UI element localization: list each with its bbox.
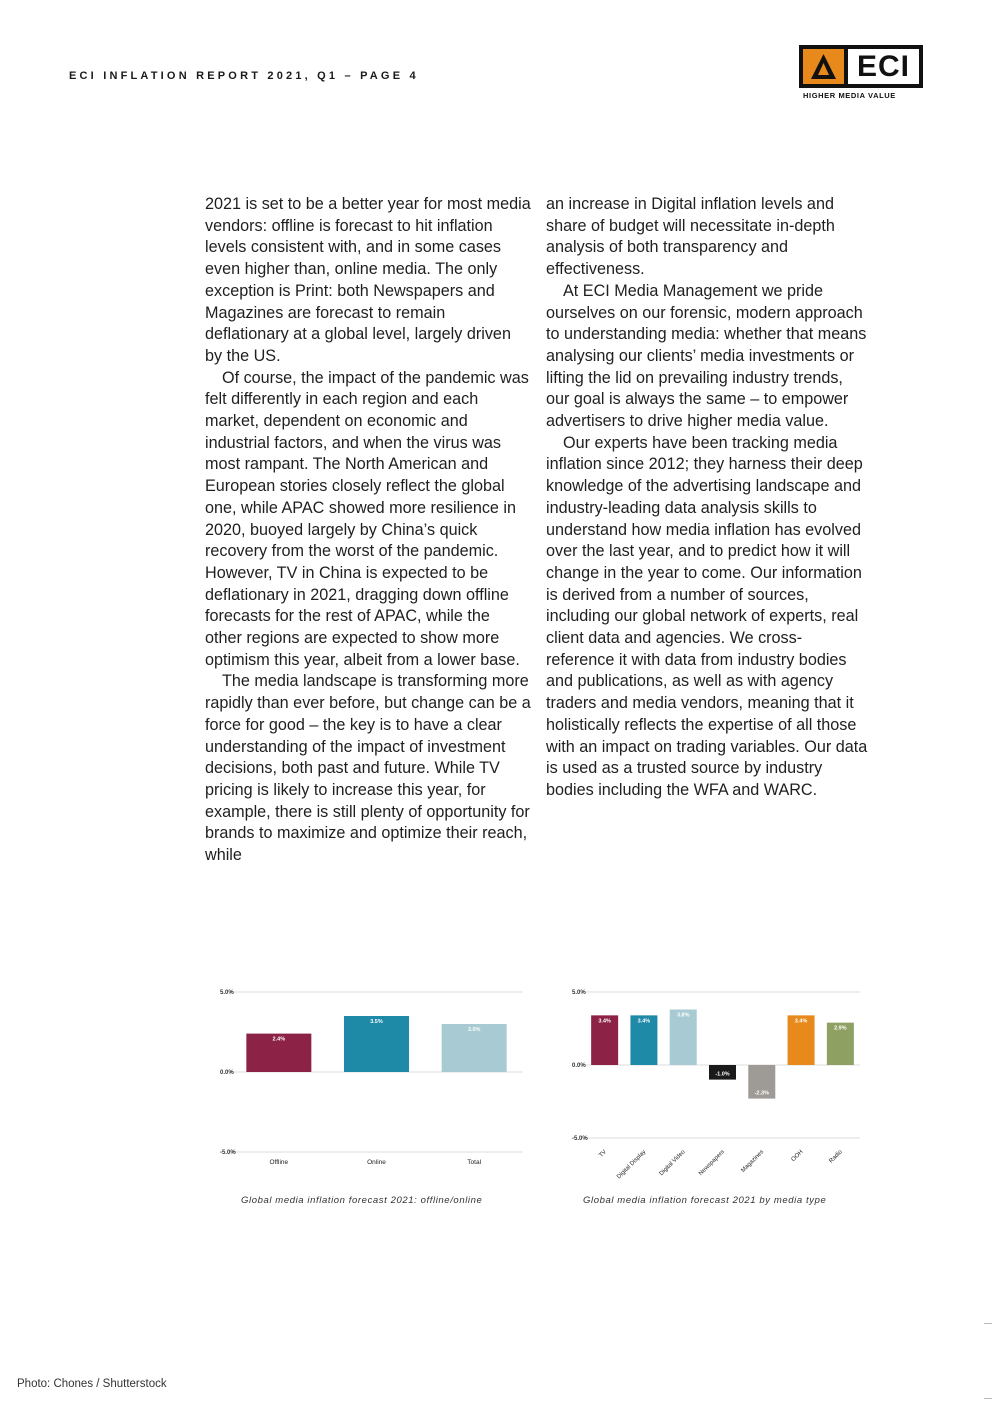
data-label: 3.4% <box>598 1018 611 1025</box>
edge-mark <box>984 1323 992 1324</box>
y-tick-label: -5.0% <box>220 1150 236 1156</box>
paragraph: At ECI Media Management we pride ourselves on our forensic, modern approach to understanding media: whether that means analysing our clients’ media investments or lifting the lid on prevailing industry trends, our goal is always the same – to empower advertisers to drive higher media value. <box>546 281 867 431</box>
y-tick-label: 5.0% <box>220 990 234 996</box>
logo-text: ECI <box>856 49 910 83</box>
left-column <box>205 194 531 867</box>
right-column <box>546 194 868 802</box>
paragraph: Our experts have been tracking media inflation since 2012; they harness their deep knowledge of the advertising landscape and industry-leading data analysis skills to understand how media inflation has evolved over the last year, and to predict how it will change in the year to come. Our information is derived from a number of sources, including our global network of experts, real client data and agencies. We cross-reference it with data from industry bodies and publications, as well as with agency traders and media vendors, meaning that it holistically reflects the expertise of all those with an impact on trading variables. Our data is used as a trusted source by industry bodies including the WFA and WARC. <box>546 433 868 799</box>
photo-credit: Photo: Chones / Shutterstock <box>17 1378 167 1390</box>
media-type-chart <box>555 980 870 1185</box>
data-label: 3.4% <box>637 1018 651 1025</box>
logo-tagline: HIGHER MEDIA VALUE <box>803 91 896 100</box>
data-label: -1.0% <box>715 1071 730 1078</box>
data-label: 3.5% <box>370 1019 383 1025</box>
report-header: ECI INFLATION REPORT 2021, Q1 – PAGE 4 <box>69 70 419 82</box>
category-label: Total <box>467 1159 482 1166</box>
category-label: TV <box>598 1149 609 1159</box>
offline-online-chart <box>205 980 535 1175</box>
chart-caption: Global media inflation forecast 2021: offline/online <box>241 1195 483 1206</box>
category-label: Newspapers <box>698 1149 726 1178</box>
media-type-chart-svg <box>555 980 870 1185</box>
category-label: Radio <box>828 1149 844 1165</box>
data-label: 3.4% <box>794 1018 808 1025</box>
category-label: Magazines <box>740 1149 766 1174</box>
data-label: 3.0% <box>467 1027 481 1033</box>
category-label: Offline <box>269 1159 289 1166</box>
edge-mark <box>984 1398 992 1399</box>
y-tick-label: 5.0% <box>572 990 586 996</box>
category-label: Digital Display <box>616 1149 648 1181</box>
offline-online-chart-svg <box>205 980 535 1175</box>
eci-logo <box>799 45 923 101</box>
category-label: Online <box>367 1159 386 1166</box>
paragraph: an increase in Digital inflation levels and share of budget will necessitate in-depth analysis of both transparency and effectiveness. <box>546 195 835 279</box>
data-label: 2.4% <box>272 1036 286 1043</box>
paragraph: 2021 is set to be a better year for most media vendors: offline is forecast to hit inflation levels consistent with, and in some cases even higher than, online media. The only exception is Print: both Newspapers and Magazines are forecast to remain deflationary at a global level, largely driven by the US. <box>205 195 531 365</box>
data-label: 2.9% <box>834 1025 847 1032</box>
paragraph: The media landscape is transforming more rapidly than ever before, but change can be a force for good – the key is to have a clear understanding of the impact of investment decisions, both past and future. While TV pricing is likely to increase this year, for example, there is still plenty of opportunity for brands to maximize and optimize their reach, while <box>205 672 531 865</box>
category-label: OOH <box>790 1149 805 1164</box>
paragraph: Of course, the impact of the pandemic was felt differently in each region and each market, dependent on economic and industrial factors, and when the virus was most rampant. The North American and European stories closely reflect the global one, while APAC showed more resilience in 2020, buoyed largely by China’s quick recovery from the worst of the pandemic. However, TV in China is expected to be deflationary in 2021, dragging down offline forecasts for the rest of APAC, while the other regions are expected to show more optimism this year, albeit from a lower base. <box>205 368 529 669</box>
logo-text-wrap <box>848 49 919 84</box>
category-label: Digital Video <box>658 1149 687 1178</box>
data-label: 3.8% <box>676 1012 690 1019</box>
chart-caption: Global media inflation forecast 2021 by media type <box>583 1195 827 1206</box>
y-tick-label: 0.0% <box>220 1070 234 1076</box>
y-tick-label: -5.0% <box>572 1136 588 1142</box>
y-tick-label: 0.0% <box>572 1063 586 1069</box>
data-label: -2.3% <box>754 1090 769 1097</box>
logo-triangle-icon <box>803 49 844 84</box>
